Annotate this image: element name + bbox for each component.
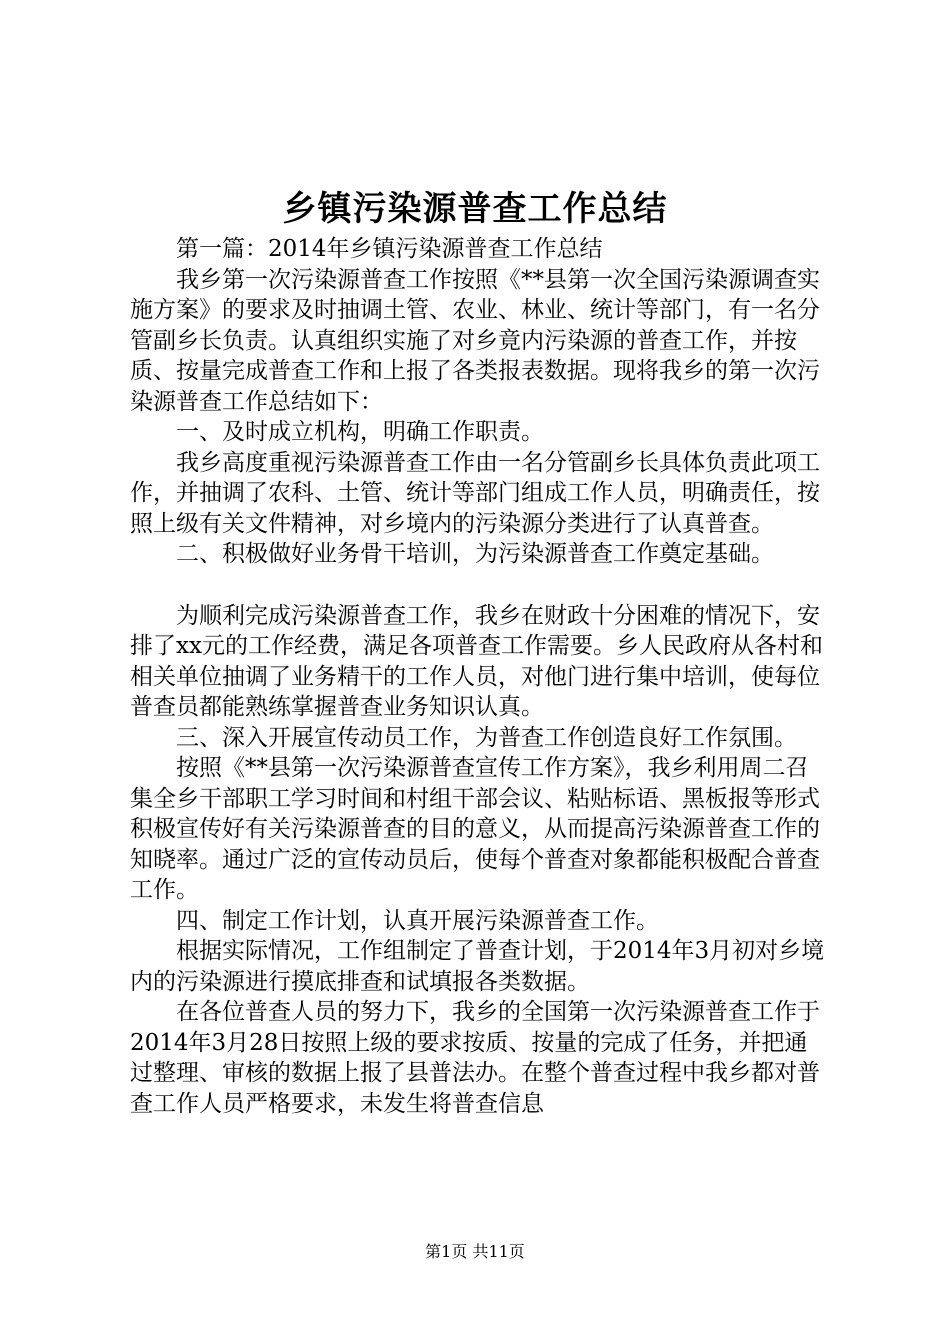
paragraph: 我乡高度重视污染源普查工作由一名分管副乡长具体负责此项工作，并抽调了农科、土管、统计等部门组成工作人员，明确责任，按照上级有关文件精神，对乡境内的污染源分类进行了认真普查。 [130,449,820,537]
section-heading-1: 一、及时成立机构，明确工作职责。 [176,419,544,445]
document-title: 乡镇污染源普查工作总结 [282,189,668,229]
page-footer: 第1页 共11页 [425,1242,525,1261]
paragraph: 按照《**县第一次污染源普查宣传工作方案》，我乡利用周二召集全乡干部职工学习时间和村组干部会议、粘贴标语、黑板报等形式积极宣传好有关污染源普查的目的意义，从而提高污染源普查工作的知晓率。通过广泛的宣传动员后，使每个普查对象都能积极配合普查工作。 [130,755,820,903]
section-heading-3: 三、深入开展宣传动员工作，为普查工作创造良好工作氛围。 [176,724,797,751]
section-heading-2: 二、积极做好业务骨干培训，为污染源普查工作奠定基础。 [176,541,774,567]
section-heading-4: 四、制定工作计划，认真开展污染源普查工作。 [176,907,659,934]
paragraph: 我乡第一次污染源普查工作按照《**县第一次全国污染源调查实施方案》的要求及时抽调土管、农业、林业、统计等部门，有一名分管副乡长负责。认真组织实施了对乡竟内污染源的普查工作，并按质、按量完成普查工作和上报了各类报表数据。现将我乡的第一次污染源普查工作总结如下： [130,266,820,415]
paragraph: 根据实际情况，工作组制定了普查计划，于2014年3月初对乡境内的污染源进行摸底排查和试填报各类数据。 [130,938,825,995]
paragraph: 在各位普查人员的努力下，我乡的全国第一次污染源普查工作于2014年3月28日按照上级的要求按质、按量的完成了任务，并把通过整理、审核的数据上报了县普法办。在整个普查过程中我乡都对普查工作人员严格要求，未发生将普查信息 [130,999,820,1117]
document-body [130,234,830,1119]
paragraph-subtitle: 第一篇：2014年乡镇污染源普查工作总结 [176,236,603,262]
paragraph: 为顺利完成污染源普查工作，我乡在财政十分困难的情况下，安排了xx元的工作经费，满足各项普查工作需要。乡人民政府从各村和相关单位抽调了业务精干的工作人员，对他门进行集中培训，使每位普查员都能熟练掌握普查业务知识认真。 [130,602,823,720]
